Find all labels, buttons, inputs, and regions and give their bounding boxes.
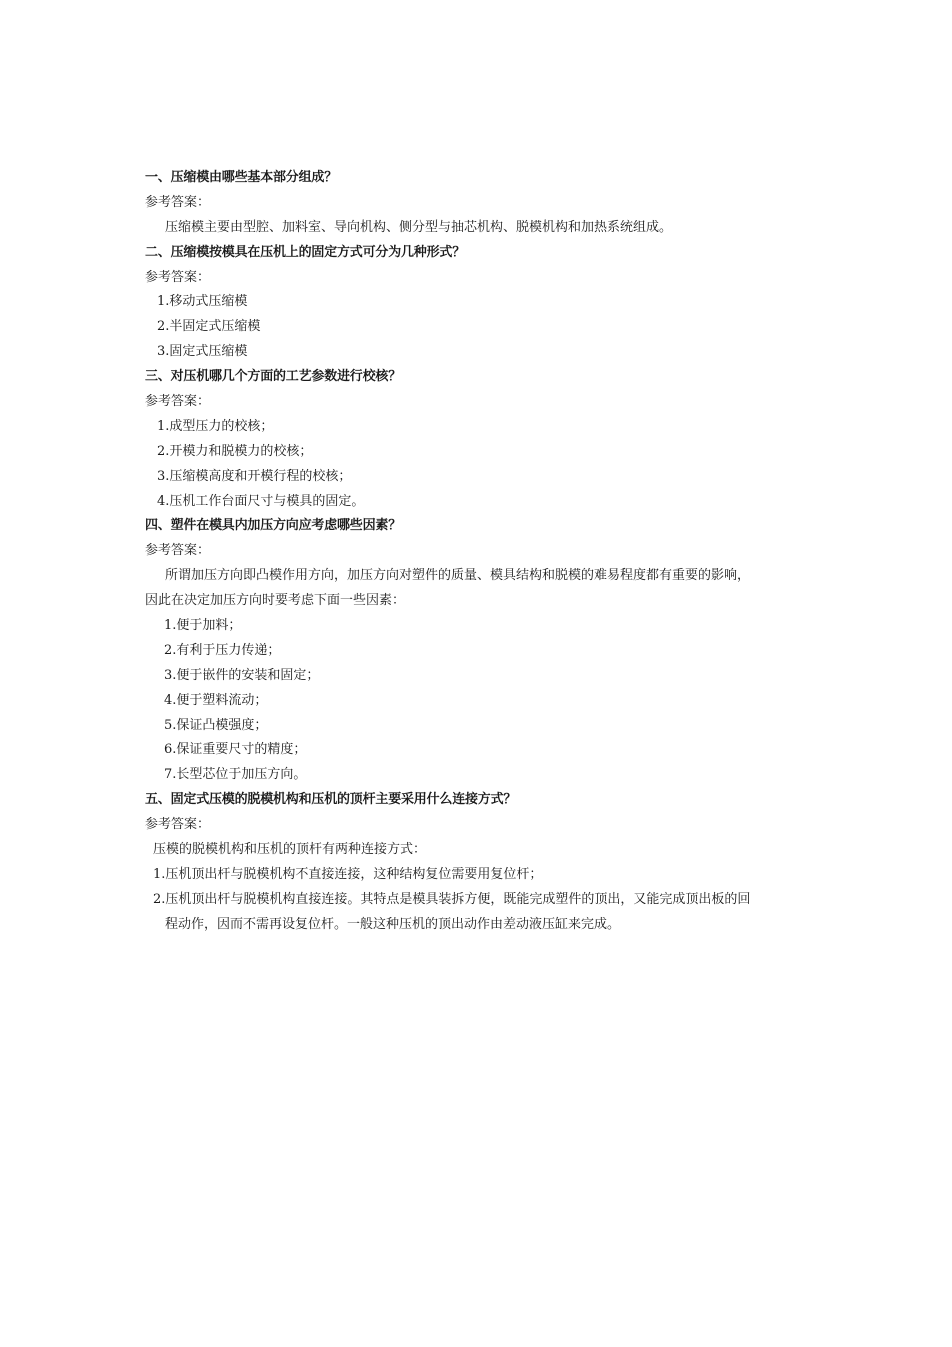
answer-2-item-1: 1.移动式压缩模	[157, 294, 248, 310]
answer-4-item-6: 6.保证重要尺寸的精度；	[164, 742, 307, 758]
answer-3-item-1: 1.成型压力的校核；	[157, 418, 274, 434]
answer-4-item-7: 7.长型芯位于加压方向。	[164, 767, 307, 783]
answer-4-label: 参考答案：	[145, 543, 211, 559]
answer-4-item-3: 3.便于嵌件的安装和固定；	[164, 667, 320, 683]
answer-4-item-1: 1.便于加料；	[164, 618, 242, 634]
answer-1-text: 压缩模主要由型腔、加料室、导向机构、侧分型与抽芯机构、脱模机构和加热系统组成。	[165, 219, 673, 235]
question-1-heading: 一、压缩模由哪些基本部分组成？	[145, 170, 338, 185]
question-4-heading: 四、塑件在模具内加压方向应考虑哪些因素？	[145, 518, 402, 534]
answer-5-label: 参考答案：	[145, 817, 211, 833]
answer-5-item-1: 1.压机顶出杆与脱模机构不直接连接，这种结构复位需要用复位杆；	[153, 866, 543, 882]
answer-4-item-2: 2.有利于压力传递；	[164, 642, 281, 658]
answer-3-item-2: 2.开模力和脱模力的校核；	[157, 443, 313, 459]
answer-4-paragraph-line-1: 所谓加压方向即凸模作用方向，加压方向对塑件的质量、模具结构和脱模的难易程度都有重要的影响，	[165, 568, 751, 584]
answer-2-item-2: 2.半固定式压缩模	[157, 319, 261, 335]
question-2-heading: 二、压缩模按模具在压机上的固定方式可分为几种形式？	[145, 244, 466, 260]
answer-4-paragraph-line-2: 因此在决定加压方向时要考虑下面一些因素：	[145, 593, 406, 609]
answer-4-item-5: 5.保证凸模强度；	[164, 717, 268, 733]
document-body	[145, 166, 815, 938]
answer-4-item-4: 4.便于塑料流动；	[164, 692, 268, 708]
answer-3-item-3: 3.压缩模高度和开模行程的校核；	[157, 468, 352, 484]
answer-5-intro: 压模的脱模机构和压机的顶杆有两种连接方式：	[153, 842, 427, 858]
answer-5-item-2-line-2: 程动作，因而不需再设复位杆。一般这种压机的顶出动作由差动液压缸来完成。	[165, 916, 621, 932]
answer-1-label: 参考答案：	[145, 194, 211, 210]
answer-3-item-4: 4.压机工作台面尺寸与模具的固定。	[157, 493, 365, 509]
question-3-heading: 三、对压机哪几个方面的工艺参数进行校核？	[145, 369, 402, 385]
answer-5-item-2-line-1: 2.压机顶出杆与脱模机构直接连接。其特点是模具装拆方便，既能完成塑件的顶出，又能完成顶出板的回	[153, 891, 751, 907]
question-5-heading: 五、固定式压模的脱模机构和压机的顶杆主要采用什么连接方式？	[145, 792, 517, 808]
answer-3-label: 参考答案：	[145, 394, 211, 410]
answer-2-item-3: 3.固定式压缩模	[157, 344, 248, 360]
answer-2-label: 参考答案：	[145, 269, 211, 285]
